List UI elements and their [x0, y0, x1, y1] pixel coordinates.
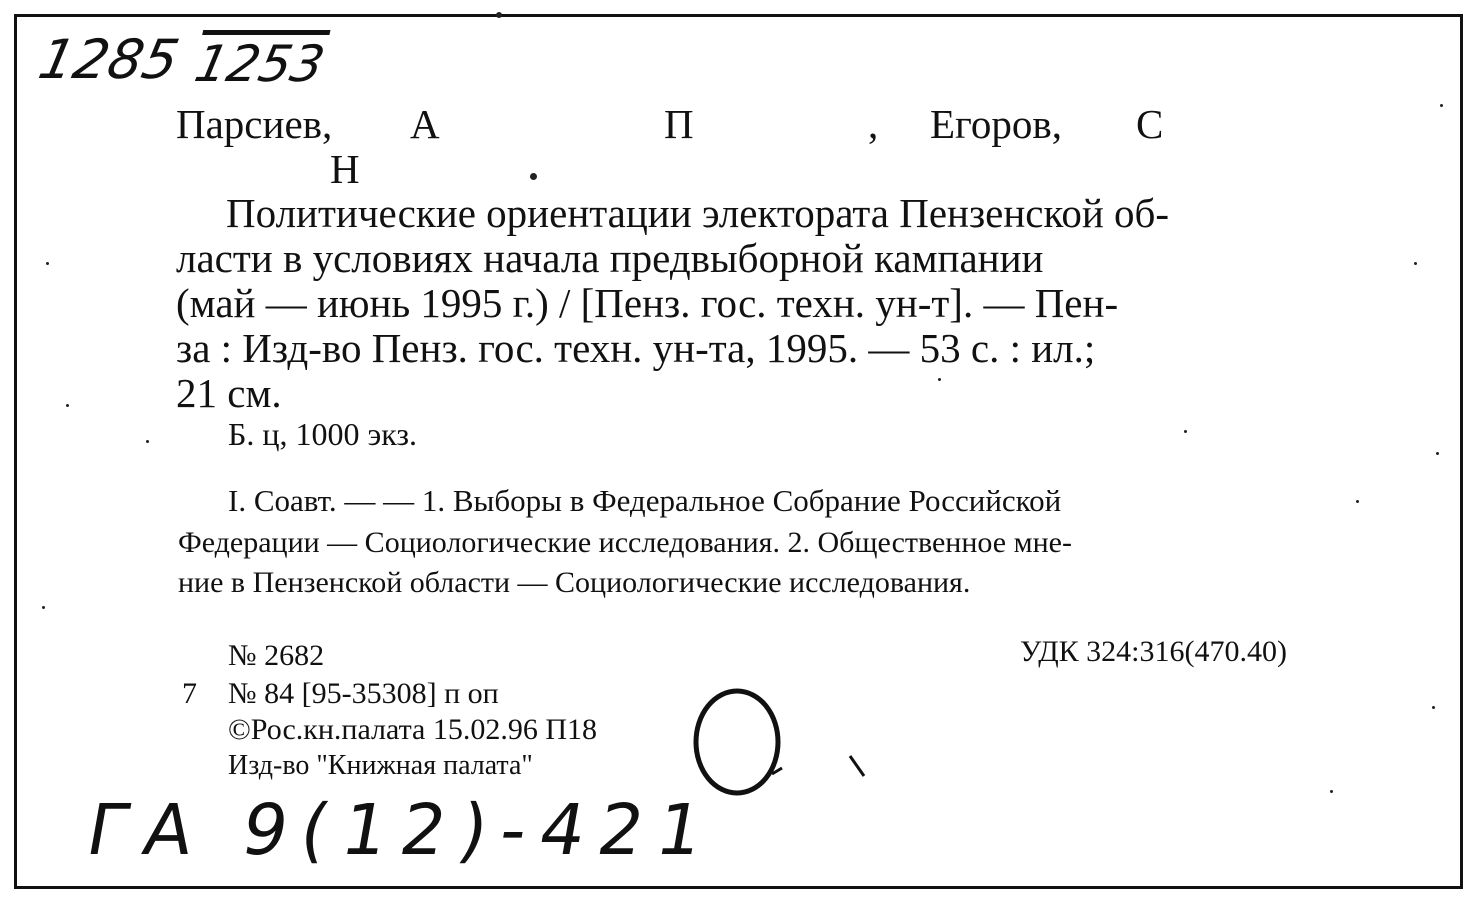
scan-dot	[146, 440, 149, 443]
author-second-initial-2: Н	[330, 146, 360, 192]
scan-dot	[938, 378, 941, 381]
pen-mark-icon	[846, 752, 870, 782]
shelf-number: 1285	[33, 28, 185, 91]
copyright-line: ©Рос.кн.палата 15.02.96 П18	[228, 713, 598, 746]
scan-dot	[496, 12, 502, 18]
author-first-surname: Парсиев,	[176, 101, 333, 147]
author-dot	[530, 173, 537, 180]
series-line: № 84 [95-35308] п оп	[228, 677, 499, 710]
stamp-circle-icon	[680, 686, 790, 801]
scan-dot	[66, 404, 69, 407]
series-prefix: 7	[182, 677, 197, 710]
handwritten-note: ГА 9(12)-421	[80, 789, 724, 871]
scan-dot	[1432, 706, 1435, 709]
scan-dot	[46, 262, 49, 265]
scan-dot	[1330, 790, 1333, 793]
publisher-line: Изд-во "Книжная палата"	[228, 750, 533, 781]
description-line-2: ласти в условиях начала предвыборной кампании	[176, 235, 1044, 281]
scan-dot	[1184, 430, 1187, 433]
udc-code: УДК 324:316(470.40)	[1020, 635, 1287, 668]
description-line-5: 21 см.	[176, 370, 282, 416]
subjects-line-1: I. Соавт. — — 1. Выборы в Федеральное Собрание Российской	[228, 483, 1062, 518]
description-line-4: за : Изд-во Пенз. гос. техн. ун-та, 1995. — 53 с. : ил.;	[176, 325, 1096, 371]
card-number: № 2682	[228, 639, 325, 672]
author-second-initial-1: С	[1136, 101, 1164, 147]
shelf-number-alt: 1253	[189, 35, 330, 93]
scan-dot	[42, 606, 45, 609]
scan-dot	[1414, 262, 1417, 265]
author-first-initial-2: П	[664, 101, 694, 147]
description-line-3: (май — июнь 1995 г.) / [Пенз. гос. техн. ун-т]. — Пен-	[176, 280, 1119, 326]
author-separator: ,	[868, 101, 879, 147]
author-second-surname: Егоров,	[930, 101, 1062, 147]
scan-dot	[1440, 104, 1443, 107]
scan-dot	[1436, 452, 1439, 455]
description-line-1: Политические ориентации электората Пензенской об-	[226, 190, 1170, 236]
scan-dot	[1356, 500, 1359, 503]
author-first-initial-1: А	[410, 101, 440, 147]
price-print-run: Б. ц, 1000 экз.	[228, 416, 417, 452]
subjects-line-3: ние в Пензенской области — Социологические исследования.	[178, 566, 971, 599]
subjects-line-2: Федерации — Социологические исследования. 2. Общественное мне-	[178, 526, 1072, 559]
